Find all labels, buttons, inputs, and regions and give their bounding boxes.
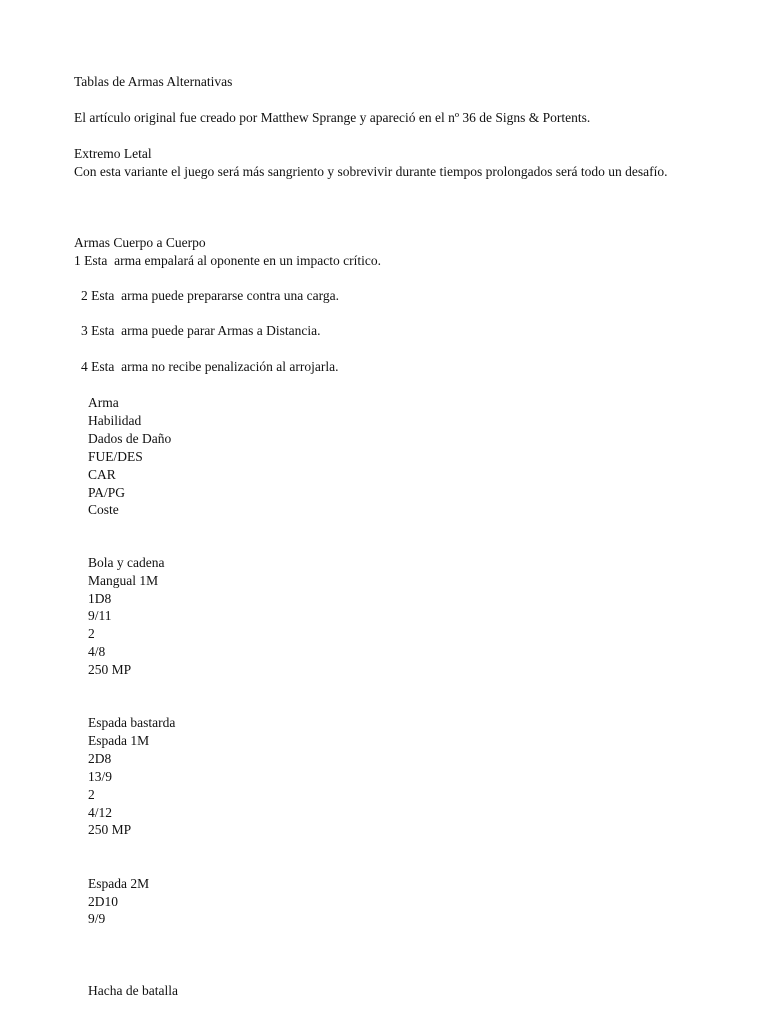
table-cell-fue-des: 9/11 (88, 608, 112, 623)
table-cell-habilidad: Mangual 1M (88, 573, 159, 588)
table-cell-fue-des: 13/9 (88, 769, 113, 784)
table-cell-pa-pg: 4/8 (88, 644, 106, 659)
melee-heading: Armas Cuerpo a Cuerpo (74, 235, 206, 250)
footnote-3: 3 Esta arma puede parar Armas a Distancia. (81, 323, 321, 338)
table-cell-coste: 250 MP (88, 662, 132, 677)
table-header-coste: Coste (88, 502, 119, 517)
table-cell-pa-pg: 4/12 (88, 805, 113, 820)
table-cell-habilidad: Espada 2M (88, 876, 150, 891)
section-heading: Extremo Letal (74, 146, 152, 161)
table-cell-fue-des: 9/9 (88, 911, 106, 926)
table-cell-car: 2 (88, 787, 95, 802)
table-cell-dados: 1D8 (88, 591, 112, 606)
table-header-arma: Arma (88, 395, 119, 410)
footnote-2: 2 Esta arma puede prepararse contra una carga. (81, 288, 339, 303)
table-cell-coste: 250 MP (88, 822, 132, 837)
table-cell-arma: Espada bastarda (88, 715, 176, 730)
section-paragraph: Con esta variante el juego será más sangriento y sobrevivir durante tiempos prolongados será todo un desafío. (74, 164, 668, 179)
table-header-fue-des: FUE/DES (88, 449, 143, 464)
table-cell-dados: 2D10 (88, 894, 118, 909)
table-header-car: CAR (88, 467, 116, 482)
table-header-pa-pg: PA/PG (88, 485, 126, 500)
table-cell-dados: 2D8 (88, 751, 112, 766)
table-cell-habilidad: Espada 1M (88, 733, 150, 748)
table-cell-arma: Bola y cadena (88, 555, 165, 570)
table-header-habilidad: Habilidad (88, 413, 142, 428)
footnote-4: 4 Esta arma no recibe penalización al arrojarla. (81, 359, 339, 374)
table-header-dados: Dados de Daño (88, 431, 172, 446)
footnote-1: 1 Esta arma empalará al oponente en un impacto crítico. (74, 253, 381, 268)
table-cell-car: 2 (88, 626, 95, 641)
intro-paragraph: El artículo original fue creado por Matthew Sprange y apareció en el nº 36 de Signs & Portents. (74, 110, 591, 125)
table-cell-arma: Hacha de batalla (88, 983, 178, 998)
document-title: Tablas de Armas Alternativas (74, 74, 233, 89)
